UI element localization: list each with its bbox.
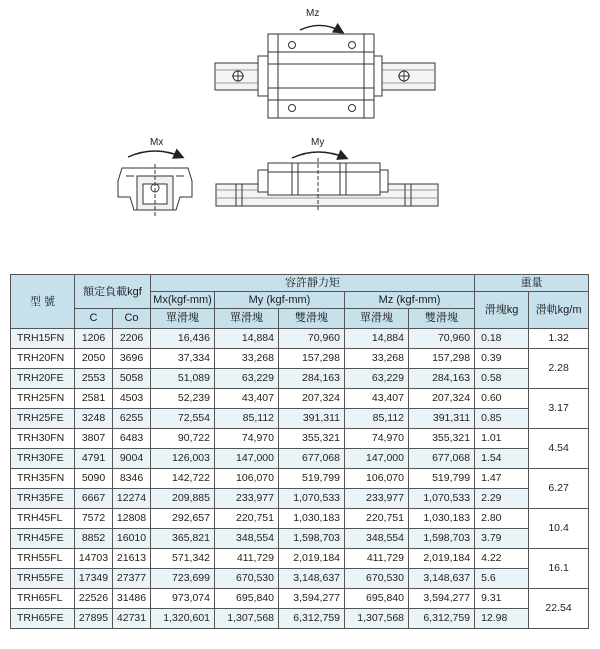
table-row [11, 429, 589, 449]
cell-rail-weight: 10.4 [529, 509, 589, 549]
cell-mx: 973,074 [151, 589, 215, 609]
cell-mz-double: 2,019,184 [409, 549, 475, 569]
cell-mz-single: 106,070 [345, 469, 409, 489]
cell-my-double: 2,019,184 [279, 549, 345, 569]
cell-c: 27895 [75, 609, 113, 629]
cell-model: TRH20FN [11, 349, 75, 369]
cell-model: TRH20FE [11, 369, 75, 389]
cell-my-double: 284,163 [279, 369, 345, 389]
cell-my-single: 74,970 [215, 429, 279, 449]
cell-mx: 209,885 [151, 489, 215, 509]
cell-my-double: 519,799 [279, 469, 345, 489]
cell-mx: 1,320,601 [151, 609, 215, 629]
table-row [11, 449, 589, 469]
cell-my-double: 1,030,183 [279, 509, 345, 529]
cell-co: 31486 [113, 589, 151, 609]
cell-co: 42731 [113, 609, 151, 629]
cell-block-weight: 2.80 [475, 509, 529, 529]
cell-model: TRH45FE [11, 529, 75, 549]
cell-mz-double: 157,298 [409, 349, 475, 369]
cell-my-single: 85,112 [215, 409, 279, 429]
cell-my-single: 220,751 [215, 509, 279, 529]
cell-c: 8852 [75, 529, 113, 549]
table-row [11, 389, 589, 409]
cell-block-weight: 9.31 [475, 589, 529, 609]
cell-mz-single: 233,977 [345, 489, 409, 509]
cell-mz-single: 695,840 [345, 589, 409, 609]
cell-mz-single: 220,751 [345, 509, 409, 529]
cell-block-weight: 0.39 [475, 349, 529, 369]
table-row [11, 569, 589, 589]
cell-mz-double: 6,312,759 [409, 609, 475, 629]
cell-my-single: 43,407 [215, 389, 279, 409]
header-mz-single: 單滑塊 [345, 309, 409, 329]
cell-mz-double: 519,799 [409, 469, 475, 489]
cell-model: TRH25FN [11, 389, 75, 409]
cell-mz-single: 85,112 [345, 409, 409, 429]
cell-mz-single: 147,000 [345, 449, 409, 469]
table-body [11, 329, 589, 629]
cell-model: TRH30FE [11, 449, 75, 469]
cell-c: 3807 [75, 429, 113, 449]
cell-rail-weight: 4.54 [529, 429, 589, 469]
table-row [11, 529, 589, 549]
cell-mx: 90,722 [151, 429, 215, 449]
cell-mx: 72,554 [151, 409, 215, 429]
cell-my-double: 3,148,637 [279, 569, 345, 589]
cell-mx: 126,003 [151, 449, 215, 469]
cell-my-double: 3,594,277 [279, 589, 345, 609]
cell-co: 27377 [113, 569, 151, 589]
cell-model: TRH45FL [11, 509, 75, 529]
cell-rail-weight: 6.27 [529, 469, 589, 509]
cell-co: 21613 [113, 549, 151, 569]
cell-block-weight: 0.85 [475, 409, 529, 429]
moment-diagrams [0, 0, 600, 270]
cell-co: 16010 [113, 529, 151, 549]
cell-model: TRH35FE [11, 489, 75, 509]
cell-my-double: 391,311 [279, 409, 345, 429]
cell-co: 5058 [113, 369, 151, 389]
mz-label: Mz [306, 8, 320, 19]
header-block-weight: 滑塊kg [475, 292, 529, 329]
cell-mz-single: 14,884 [345, 329, 409, 349]
cell-c: 3248 [75, 409, 113, 429]
cell-c: 2581 [75, 389, 113, 409]
cell-mx: 142,722 [151, 469, 215, 489]
cell-block-weight: 12.98 [475, 609, 529, 629]
cell-model: TRH30FN [11, 429, 75, 449]
cell-c: 4791 [75, 449, 113, 469]
cell-mz-single: 411,729 [345, 549, 409, 569]
table-row [11, 589, 589, 609]
cell-my-single: 695,840 [215, 589, 279, 609]
cell-rail-weight: 2.28 [529, 349, 589, 389]
header-co: Co [113, 309, 151, 329]
side-view-drawing [216, 152, 438, 212]
cell-block-weight: 1.47 [475, 469, 529, 489]
cell-mz-single: 43,407 [345, 389, 409, 409]
cell-mz-single: 74,970 [345, 429, 409, 449]
cell-co: 12808 [113, 509, 151, 529]
cell-co: 6483 [113, 429, 151, 449]
cell-rail-weight: 22.54 [529, 589, 589, 629]
cell-c: 7572 [75, 509, 113, 529]
header-static-moment: 容許靜力矩 [151, 275, 475, 292]
cell-mz-single: 63,229 [345, 369, 409, 389]
cell-block-weight: 0.18 [475, 329, 529, 349]
cell-my-single: 1,307,568 [215, 609, 279, 629]
cell-c: 22526 [75, 589, 113, 609]
header-mz-double: 雙滑塊 [409, 309, 475, 329]
cell-block-weight: 3.79 [475, 529, 529, 549]
cell-co: 2206 [113, 329, 151, 349]
header-model: 型 號 [11, 275, 75, 329]
table-row [11, 509, 589, 529]
cell-mz-single: 348,554 [345, 529, 409, 549]
table-row [11, 609, 589, 629]
cell-rail-weight: 1.32 [529, 329, 589, 349]
cell-co: 6255 [113, 409, 151, 429]
cell-mz-double: 677,068 [409, 449, 475, 469]
header-load-rating: 額定負載kgf [75, 275, 151, 309]
table-row [11, 549, 589, 569]
table-row [11, 329, 589, 349]
cell-mx: 365,821 [151, 529, 215, 549]
cell-my-single: 670,530 [215, 569, 279, 589]
cell-mz-double: 1,598,703 [409, 529, 475, 549]
cell-model: TRH25FE [11, 409, 75, 429]
header-mx: Mx(kgf-mm) [151, 292, 215, 309]
cell-c: 5090 [75, 469, 113, 489]
header-mx-single: 單滑塊 [151, 309, 215, 329]
cell-rail-weight: 3.17 [529, 389, 589, 429]
cell-mz-double: 3,594,277 [409, 589, 475, 609]
cell-c: 6667 [75, 489, 113, 509]
cell-mz-double: 207,324 [409, 389, 475, 409]
cell-c: 14703 [75, 549, 113, 569]
cell-my-double: 1,598,703 [279, 529, 345, 549]
cell-mz-double: 70,960 [409, 329, 475, 349]
cell-my-single: 233,977 [215, 489, 279, 509]
cell-block-weight: 1.01 [475, 429, 529, 449]
cell-co: 8346 [113, 469, 151, 489]
cell-block-weight: 4.22 [475, 549, 529, 569]
table-row [11, 349, 589, 369]
cell-mz-double: 391,311 [409, 409, 475, 429]
cell-mz-single: 33,268 [345, 349, 409, 369]
my-label: My [311, 137, 325, 148]
cell-my-single: 106,070 [215, 469, 279, 489]
cell-mz-double: 3,148,637 [409, 569, 475, 589]
cell-c: 2050 [75, 349, 113, 369]
cell-model: TRH55FE [11, 569, 75, 589]
cell-co: 12274 [113, 489, 151, 509]
header-my-double: 雙滑塊 [279, 309, 345, 329]
cell-my-double: 355,321 [279, 429, 345, 449]
cell-mz-single: 1,307,568 [345, 609, 409, 629]
cell-mz-double: 1,030,183 [409, 509, 475, 529]
table-row [11, 369, 589, 389]
cell-block-weight: 2.29 [475, 489, 529, 509]
table-row [11, 469, 589, 489]
top-view-drawing [215, 25, 435, 118]
cell-model: TRH65FE [11, 609, 75, 629]
cell-co: 4503 [113, 389, 151, 409]
header-weight: 重量 [475, 275, 589, 292]
cell-mz-single: 670,530 [345, 569, 409, 589]
header-my-single: 單滑塊 [215, 309, 279, 329]
cell-mx: 52,239 [151, 389, 215, 409]
cell-rail-weight: 16.1 [529, 549, 589, 589]
cell-model: TRH15FN [11, 329, 75, 349]
front-view-drawing [118, 151, 192, 218]
cell-mx: 51,089 [151, 369, 215, 389]
cell-my-double: 207,324 [279, 389, 345, 409]
cell-my-double: 677,068 [279, 449, 345, 469]
cell-co: 9004 [113, 449, 151, 469]
header-my: My (kgf-mm) [215, 292, 345, 309]
table-row [11, 409, 589, 429]
cell-my-single: 14,884 [215, 329, 279, 349]
cell-block-weight: 1.54 [475, 449, 529, 469]
cell-mz-double: 1,070,533 [409, 489, 475, 509]
mx-label: Mx [150, 137, 164, 148]
spec-table [10, 274, 589, 629]
cell-my-single: 63,229 [215, 369, 279, 389]
cell-my-single: 411,729 [215, 549, 279, 569]
cell-mz-double: 355,321 [409, 429, 475, 449]
cell-my-single: 147,000 [215, 449, 279, 469]
cell-my-double: 6,312,759 [279, 609, 345, 629]
cell-model: TRH55FL [11, 549, 75, 569]
cell-my-single: 348,554 [215, 529, 279, 549]
cell-block-weight: 5.6 [475, 569, 529, 589]
cell-my-double: 157,298 [279, 349, 345, 369]
cell-my-double: 1,070,533 [279, 489, 345, 509]
header-mz: Mz (kgf-mm) [345, 292, 475, 309]
cell-mx: 37,334 [151, 349, 215, 369]
cell-block-weight: 0.58 [475, 369, 529, 389]
cell-c: 2553 [75, 369, 113, 389]
cell-c: 1206 [75, 329, 113, 349]
header-rail-weight: 滑軌kg/m [529, 292, 589, 329]
cell-model: TRH65FL [11, 589, 75, 609]
header-c: C [75, 309, 113, 329]
cell-mx: 292,657 [151, 509, 215, 529]
cell-co: 3696 [113, 349, 151, 369]
cell-my-single: 33,268 [215, 349, 279, 369]
table-row [11, 489, 589, 509]
cell-mx: 571,342 [151, 549, 215, 569]
cell-mx: 16,436 [151, 329, 215, 349]
cell-model: TRH35FN [11, 469, 75, 489]
cell-my-double: 70,960 [279, 329, 345, 349]
cell-mx: 723,699 [151, 569, 215, 589]
cell-mz-double: 284,163 [409, 369, 475, 389]
cell-block-weight: 0.60 [475, 389, 529, 409]
cell-c: 17349 [75, 569, 113, 589]
